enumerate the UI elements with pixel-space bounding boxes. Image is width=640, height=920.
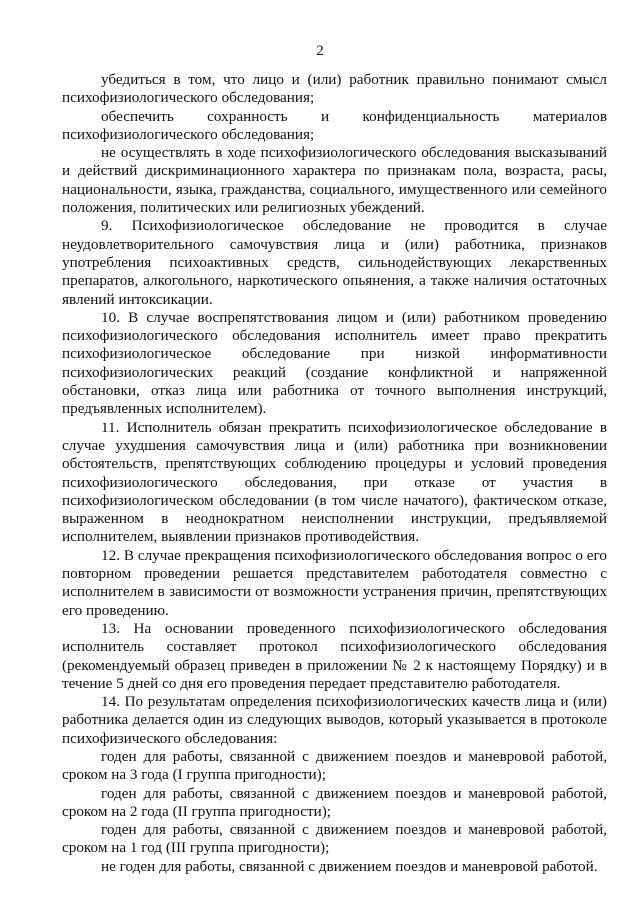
paragraph-2: обеспечить сохранность и конфиденциальность материалов психофизиологического обследования; (62, 107, 607, 143)
paragraph-9: 14. По результатам определения психофизиологических качеств лица и (или) работника делается один из следующих выводов, который указывается в протоколе психофизического обследования: (62, 693, 607, 747)
page-number: 2 (316, 43, 324, 59)
paragraph-12: годен для работы, связанной с движением поездов и маневровой работой, сроком на 1 год (III группа пригодности); (62, 821, 607, 857)
paragraph-13: не годен для работы, связанной с движением поездов и маневровой работой. (101, 857, 598, 875)
paragraph-10: годен для работы, связанной с движением поездов и маневровой работой, сроком на 3 года (I группа пригодности); (62, 747, 607, 784)
document-body (62, 71, 607, 876)
paragraph-7: 12. В случае прекращения психофизиологического обследования вопрос о его повторном проведении решается представителем работодателя совместно с исполнителем в зависимости от возможности устранения причин, препятствующих его проведению. (62, 546, 607, 619)
paragraph-5: 10. В случае воспрепятствования лицом и (или) работником проведению психофизиологического обследования исполнитель имеет право прекратить психофизиологическое обследование при низкой информативности психофизиологических реакций (создание конфликтной и напряженной обстановки, отказ лица или работника от точного выполнения инструкций, предъявленных исполнителем). (62, 308, 607, 418)
paragraph-4: 9. Психофизиологическое обследование не проводится в случае неудовлетворительного самочувствия лица и (или) работника, признаков употребления психоактивных средств, сильнодействующих лекарственных препаратов, алкогольного, наркотического опьянения, а также наличия остаточных явлений интоксикации. (62, 217, 607, 308)
paragraph-11: годен для работы, связанной с движением поездов и маневровой работой, сроком на 2 года (II группа пригодности); (62, 784, 607, 820)
paragraph-3: не осуществлять в ходе психофизиологического обследования высказываний и действий дискриминационного характера по признакам пола, возраста, расы, национальности, языка, гражданства, социального, имущественного или семейного положения, политических или религиозных убеждений. (62, 144, 607, 217)
paragraph-8: 13. На основании проведенного психофизиологического обследования исполнитель составляет протокол психофизиологического обследования (рекомендуемый образец приведен в приложении № 2 к настоящему Порядку) и в течение 5 дней со дня его проведения передает представителю работодателя. (62, 619, 607, 692)
paragraph-6: 11. Исполнитель обязан прекратить психофизиологическое обследование в случае ухудшения самочувствия лица и (или) работника при возникновении обстоятельств, препятствующих соблюдению процедуры и условий проведения психофизиологического обследования, при отказе от участия в психофизиологическом обследовании (в том числе начатого), фактическом отказе, выраженном в неоднократном неисполнении инструкции, предъявляемой исполнителем, выявлении признаков противодействия. (62, 418, 607, 546)
paragraph-1: убедиться в том, что лицо и (или) работник правильно понимают смысл психофизиологического обследования; (62, 71, 607, 107)
